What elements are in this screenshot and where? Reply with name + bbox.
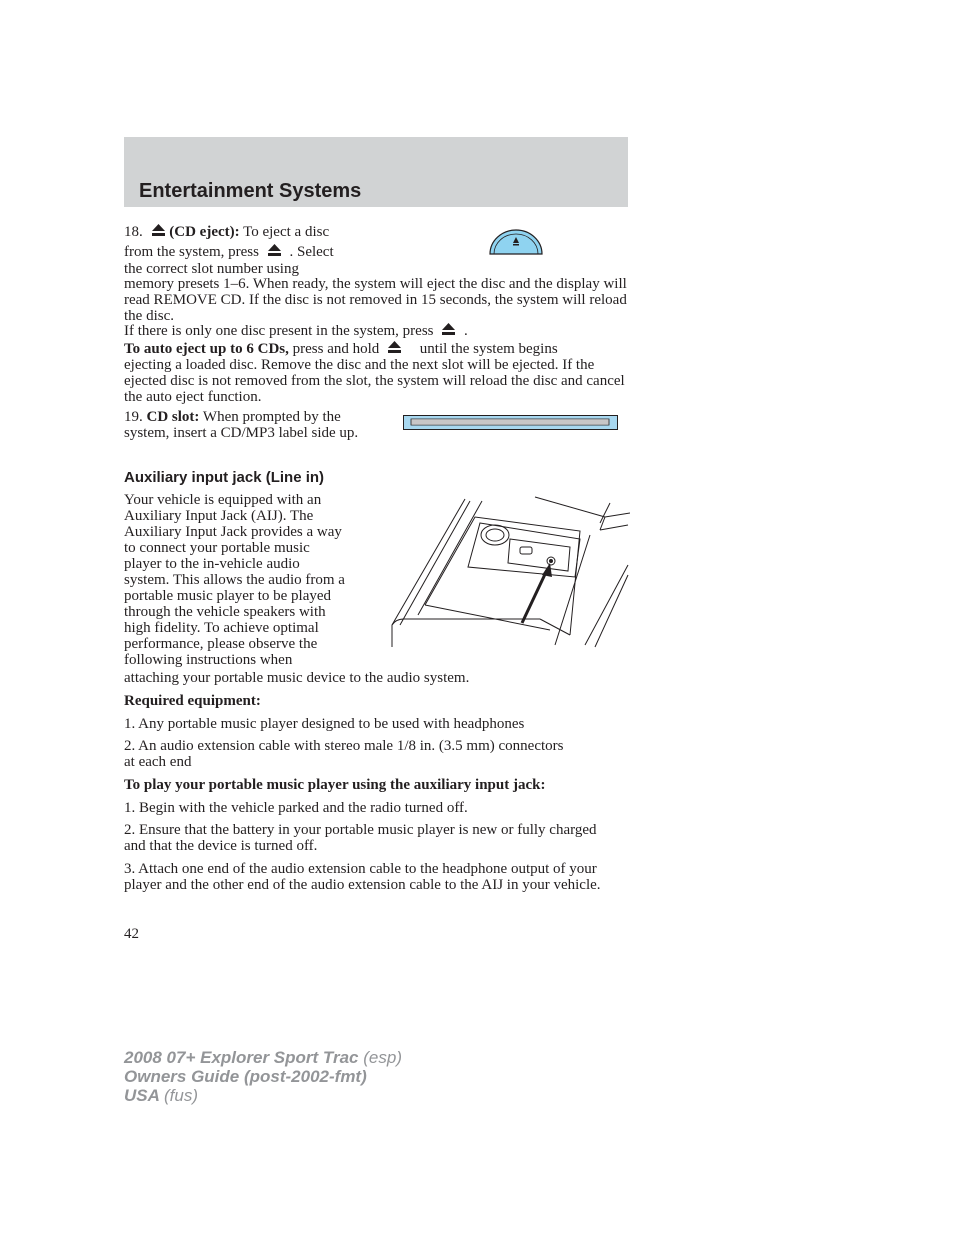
- footer-model-code: (esp): [363, 1048, 402, 1067]
- aux-intro-line: system. This allows the audio from a: [124, 572, 345, 588]
- cd-eject-line3: the correct slot number using: [124, 261, 299, 277]
- play-heading-label: To play your portable music player using the auxiliary input jack:: [124, 777, 546, 793]
- eject-icon: [151, 223, 166, 237]
- play-heading: [124, 777, 545, 793]
- aux-intro-line: portable music player to be played: [124, 588, 332, 604]
- play-step: 1. Begin with the vehicle parked and the radio turned off.: [124, 800, 468, 816]
- document-footer: [124, 1048, 402, 1105]
- footer-line1: [124, 1048, 402, 1067]
- aux-intro-line: performance, please observe the: [124, 636, 318, 652]
- footer-market: USA: [124, 1086, 160, 1105]
- auto-eject-text: until the system begins: [419, 341, 558, 357]
- cd-eject-text: from the system, press: [124, 244, 259, 260]
- cd-eject-text: . Select: [289, 244, 334, 260]
- footer-line3: [124, 1086, 402, 1105]
- aux-intro-line: through the vehicle speakers with: [124, 604, 326, 620]
- page-number: 42: [124, 926, 139, 942]
- auto-eject-label: To auto eject up to 6 CDs,: [124, 341, 289, 357]
- aux-intro-line: Auxiliary Input Jack provides a way: [124, 524, 342, 540]
- eject-button-illustration: [488, 228, 544, 256]
- cd-eject-line2: [124, 243, 334, 260]
- section-title: Entertainment Systems: [139, 180, 362, 202]
- required-item: 1. Any portable music player designed to be used with headphones: [124, 716, 525, 732]
- cd-slot-illustration: [403, 415, 619, 432]
- aux-intro-line: following instructions when: [124, 652, 293, 668]
- aux-intro: [124, 492, 394, 668]
- aux-jack-console-illustration: [390, 495, 630, 650]
- aux-intro-line: player to the in-vehicle audio: [124, 556, 300, 572]
- required-item: 2. An audio extension cable with stereo male 1/8 in. (3.5 mm) connectors at each end: [124, 738, 564, 770]
- section-header-band: [124, 137, 628, 207]
- aux-intro-line: Your vehicle is equipped with an: [124, 492, 322, 508]
- aux-intro-line: high fidelity. To achieve optimal: [124, 620, 319, 636]
- aux-intro-last: attaching your portable music device to the audio system.: [124, 670, 470, 686]
- play-step: 2. Ensure that the battery in your portable music player is new or fully charged and that the device is turned off.: [124, 822, 597, 854]
- play-step: 3. Attach one end of the audio extension cable to the headphone output of your player and the other end of the audio extension cable to the AIJ in your vehicle.: [124, 861, 601, 893]
- item-number: 19.: [124, 409, 143, 425]
- required-equipment-label: Required equipment:: [124, 693, 261, 709]
- aux-intro-line: to connect your portable music: [124, 540, 310, 556]
- cd-eject-line1: [124, 223, 384, 240]
- cd-eject-label: (CD eject):: [169, 224, 240, 240]
- single-disc-text: If there is only one disc present in the system, press: [124, 323, 434, 339]
- cd-slot-line2: system, insert a CD/MP3 label side up.: [124, 425, 359, 441]
- single-disc-line: [124, 322, 468, 339]
- footer-model: 2008 07+ Explorer Sport Trac: [124, 1048, 359, 1067]
- cd-slot-text: When prompted by the: [202, 409, 341, 425]
- cd-slot-line1: [124, 409, 341, 425]
- auto-eject-line1: [124, 340, 558, 357]
- cd-eject-text: To eject a disc: [243, 224, 330, 240]
- eject-icon: [441, 322, 456, 336]
- cd-slot-label: CD slot:: [146, 409, 200, 425]
- footer-line2: Owners Guide (post-2002-fmt): [124, 1067, 367, 1086]
- eject-icon: [267, 243, 282, 257]
- cd-eject-paragraph: memory presets 1–6. When ready, the system will eject the disc and the display will read REMOVE CD. If the disc is not removed in 15 seconds, the system will reload the disc.: [124, 276, 627, 324]
- aux-intro-line: Auxiliary Input Jack (AIJ). The: [124, 508, 314, 524]
- single-disc-text: .: [464, 323, 468, 339]
- item-number: 18.: [124, 224, 143, 240]
- auto-eject-text: press and hold: [292, 341, 380, 357]
- aux-heading: Auxiliary input jack (Line in): [124, 469, 325, 486]
- required-equipment-heading: [124, 693, 261, 709]
- footer-market-code: (fus): [164, 1086, 198, 1105]
- eject-icon: [387, 340, 402, 354]
- auto-eject-paragraph: ejecting a loaded disc. Remove the disc and the next slot will be ejected. If the ejected disc is not removed from the slot, the system will reload the disc and cancel the auto eject function.: [124, 357, 625, 405]
